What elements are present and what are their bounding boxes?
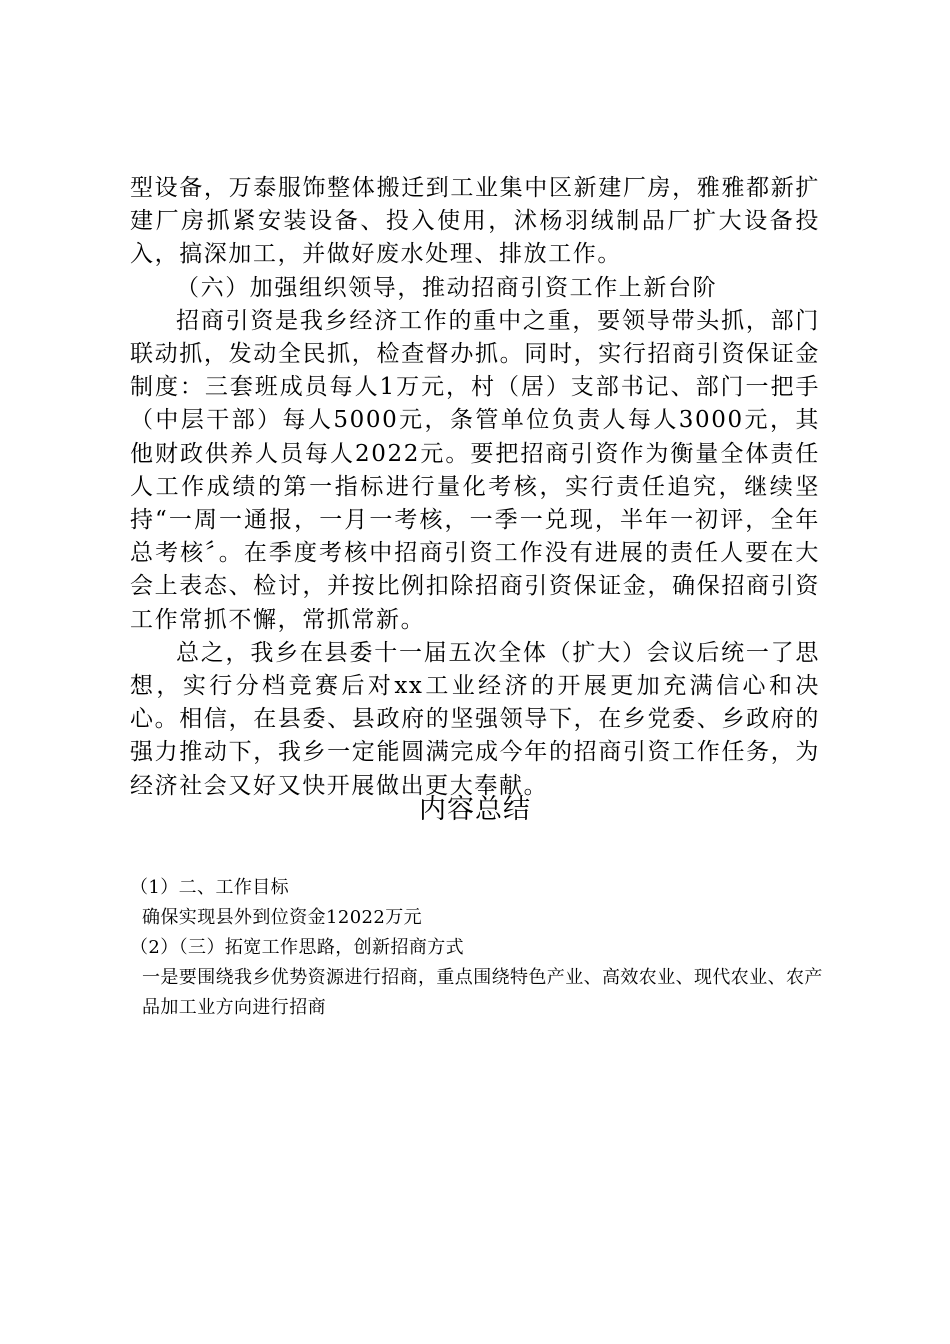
summary-item-heading: （1）二、工作目标 — [130, 877, 290, 898]
summary-item-heading: （2）（三）拓宽工作思路，创新招商方式 — [130, 937, 465, 958]
section-heading: （六）加强组织领导，推动招商引资工作上新台阶 — [176, 274, 718, 301]
paragraph-continuation: 型设备，万泰服饰整体搬迁到工业集中区新建厂房，雅雅都新扩建厂房抓紧安装设备、投入使用，沭杨羽绒制品厂扩大设备投入，搞深加工，并做好废水处理、排放工作。 — [130, 175, 820, 268]
summary-list — [130, 873, 830, 1023]
paragraph: 总之，我乡在县委十一届五次全体（扩大）会议后统一了思想，实行分档竞赛后对xx工业经济的开展更加充满信心和决心。相信，在县委、县政府的坚强领导下，在乡党委、乡政府的强力推动下，我乡一定能圆满完成今年的招商引资工作任务，为经济社会又好又快开展做出更大奉献。 — [130, 639, 820, 799]
summary-item-text: 一是要围绕我乡优势资源进行招商，重点围绕特色产业、高效农业、现代农业、农产品加工业方向进行招商 — [142, 967, 823, 1018]
summary-title: 内容总结 — [419, 794, 531, 825]
summary-item-text: 确保实现县外到位资金12022万元 — [142, 907, 423, 928]
document-body — [130, 172, 820, 803]
paragraph: 招商引资是我乡经济工作的重中之重，要领导带头抓，部门联动抓，发动全民抓，检查督办抓。同时，实行招商引资保证金制度：三套班成员每人1万元，村（居）支部书记、部门一把手（中层干部）每人5000元，条管单位负责人每人3000元，其他财政供养人员每人2022元。要把招商引资作为衡量全体责任人工作成绩的第一指标进行量化考核，实行责任追究，继续坚持“一周一通报，一月一考核，一季一兑现，半年一初评，全年总考核〞。在季度考核中招商引资工作没有进展的责任人要在大会上表态、检讨，并按比例扣除招商引资保证金，确保招商引资工作常抓不懈，常抓常新。 — [130, 307, 820, 633]
